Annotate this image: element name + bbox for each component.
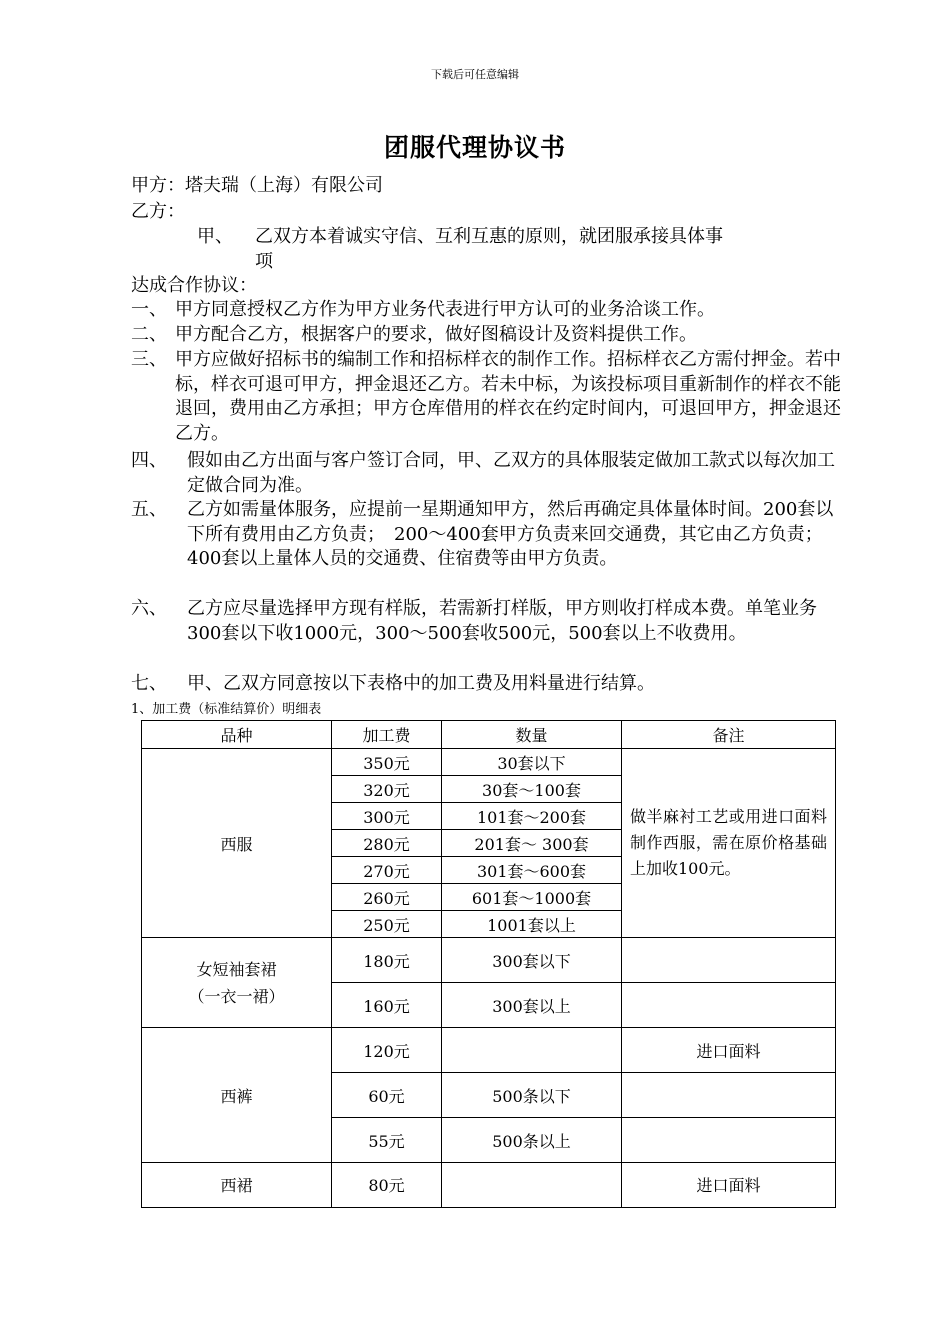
party-b-line: 乙方： <box>131 201 185 222</box>
clause-text: 甲方同意授权乙方作为甲方业务代表进行甲方认可的业务洽谈工作。 <box>175 299 715 320</box>
quantity-cell: 301套～600套 <box>442 857 622 884</box>
header-remarks: 备注 <box>622 721 836 749</box>
fee-cell: 270元 <box>332 857 442 884</box>
clause-4 <box>131 449 850 498</box>
clause-text: 乙方如需量体服务，应提前一星期通知甲方，然后再确定具体量体时间。200套以下所有费用由乙方负责； 200～400套甲方负责来回交通费，其它由乙方负责； 400套以上量体人员的交通费、住宿费等由甲方负责。 <box>187 499 834 569</box>
variety-suit: 西服 <box>142 749 332 938</box>
clause-text: 甲、乙双方同意按以下表格中的加工费及用料量进行结算。 <box>187 673 655 694</box>
header-quantity: 数量 <box>442 721 622 749</box>
header-fee: 加工费 <box>332 721 442 749</box>
fee-cell: 55元 <box>332 1118 442 1163</box>
preamble-prefix: 甲、 <box>197 226 233 247</box>
fee-cell: 300元 <box>332 803 442 830</box>
clause-3 <box>131 348 850 446</box>
clause-number: 七、 <box>131 673 167 694</box>
clause-text: 甲方配合乙方，根据客户的要求，做好图稿设计及资料提供工作。 <box>175 324 697 345</box>
clause-text: 甲方应做好招标书的编制工作和招标样衣的制作工作。招标样衣乙方需付押金。若中标，样衣可退可甲方，押金退还乙方。若未中标，为该投标项目重新制作的样衣不能退回，费用由乙方承担；甲方仓库借用的样衣在约定时间内，可退回甲方，押金退还乙方。 <box>175 349 841 444</box>
header-variety: 品种 <box>142 721 332 749</box>
clause-number: 三、 <box>131 349 167 370</box>
quantity-cell: 500条以上 <box>442 1118 622 1163</box>
variety-trousers: 西裤 <box>142 1028 332 1163</box>
party-a-line: 甲方：塔夫瑞（上海）有限公司 <box>131 175 383 196</box>
preamble-line-2: 项 <box>255 251 273 272</box>
variety-skirt-suit <box>142 938 332 1028</box>
fee-cell: 250元 <box>332 911 442 938</box>
quantity-cell: 201套～ 300套 <box>442 830 622 857</box>
remarks-cell <box>622 938 836 983</box>
remarks-cell <box>622 983 836 1028</box>
remarks-cell: 进口面料 <box>622 1163 836 1208</box>
fee-cell: 120元 <box>332 1028 442 1073</box>
variety-skirt: 西裙 <box>142 1163 332 1208</box>
clause-number: 五、 <box>131 499 167 520</box>
quantity-cell: 300套以上 <box>442 983 622 1028</box>
quantity-cell <box>442 1163 622 1208</box>
table-header-row <box>142 721 836 749</box>
fee-cell: 160元 <box>332 983 442 1028</box>
fee-cell: 180元 <box>332 938 442 983</box>
clause-text: 乙方应尽量选择甲方现有样版，若需新打样版，甲方则收打样成本费。单笔业务300套以下收1000元，300～500套收500元，500套以上不收费用。 <box>187 598 817 644</box>
preamble-line-1: 乙双方本着诚实守信、互利互惠的原则，就团服承接具体事 <box>255 226 723 247</box>
clause-text: 假如由乙方出面与客户签订合同，甲、乙双方的具体服装定做加工款式以每次加工定做合同为准。 <box>187 450 835 496</box>
suit-note: 做半麻衬工艺或用进口面料制作西服，需在原价格基础上加收100元。 <box>622 749 836 938</box>
fee-cell: 350元 <box>332 749 442 776</box>
clause-number: 二、 <box>131 324 167 345</box>
table-row <box>142 1163 836 1208</box>
quantity-cell: 101套～200套 <box>442 803 622 830</box>
fee-cell: 60元 <box>332 1073 442 1118</box>
table-row <box>142 749 836 776</box>
header-note: 下载后可任意编辑 <box>431 68 519 81</box>
table-row <box>142 1028 836 1073</box>
table-caption: 1、加工费（标准结算价）明细表 <box>131 702 322 717</box>
fee-table <box>141 720 836 1208</box>
fee-cell: 80元 <box>332 1163 442 1208</box>
quantity-cell: 1001套以上 <box>442 911 622 938</box>
document-title: 团服代理协议书 <box>383 133 566 162</box>
quantity-cell: 30套～100套 <box>442 776 622 803</box>
clause-2 <box>131 323 855 348</box>
quantity-cell: 500条以下 <box>442 1073 622 1118</box>
quantity-cell: 300套以下 <box>442 938 622 983</box>
quantity-cell <box>442 1028 622 1073</box>
agreement-lead: 达成合作协议： <box>131 275 257 296</box>
clause-6 <box>131 597 850 646</box>
table-row <box>142 938 836 983</box>
fee-cell: 320元 <box>332 776 442 803</box>
clause-number: 四、 <box>131 450 167 471</box>
clause-1 <box>131 298 855 323</box>
remarks-cell <box>622 1073 836 1118</box>
clause-number: 六、 <box>131 598 167 619</box>
fee-cell: 280元 <box>332 830 442 857</box>
remarks-cell <box>622 1118 836 1163</box>
clause-5 <box>131 498 850 572</box>
variety-skirt-suit-line-1: 女短袖套裙 <box>196 959 277 979</box>
clause-number: 一、 <box>131 299 167 320</box>
quantity-cell: 601套～1000套 <box>442 884 622 911</box>
quantity-cell: 30套以下 <box>442 749 622 776</box>
clause-7 <box>131 672 850 697</box>
variety-skirt-suit-line-2: （一衣一裙） <box>188 986 285 1006</box>
fee-cell: 260元 <box>332 884 442 911</box>
remarks-cell: 进口面料 <box>622 1028 836 1073</box>
